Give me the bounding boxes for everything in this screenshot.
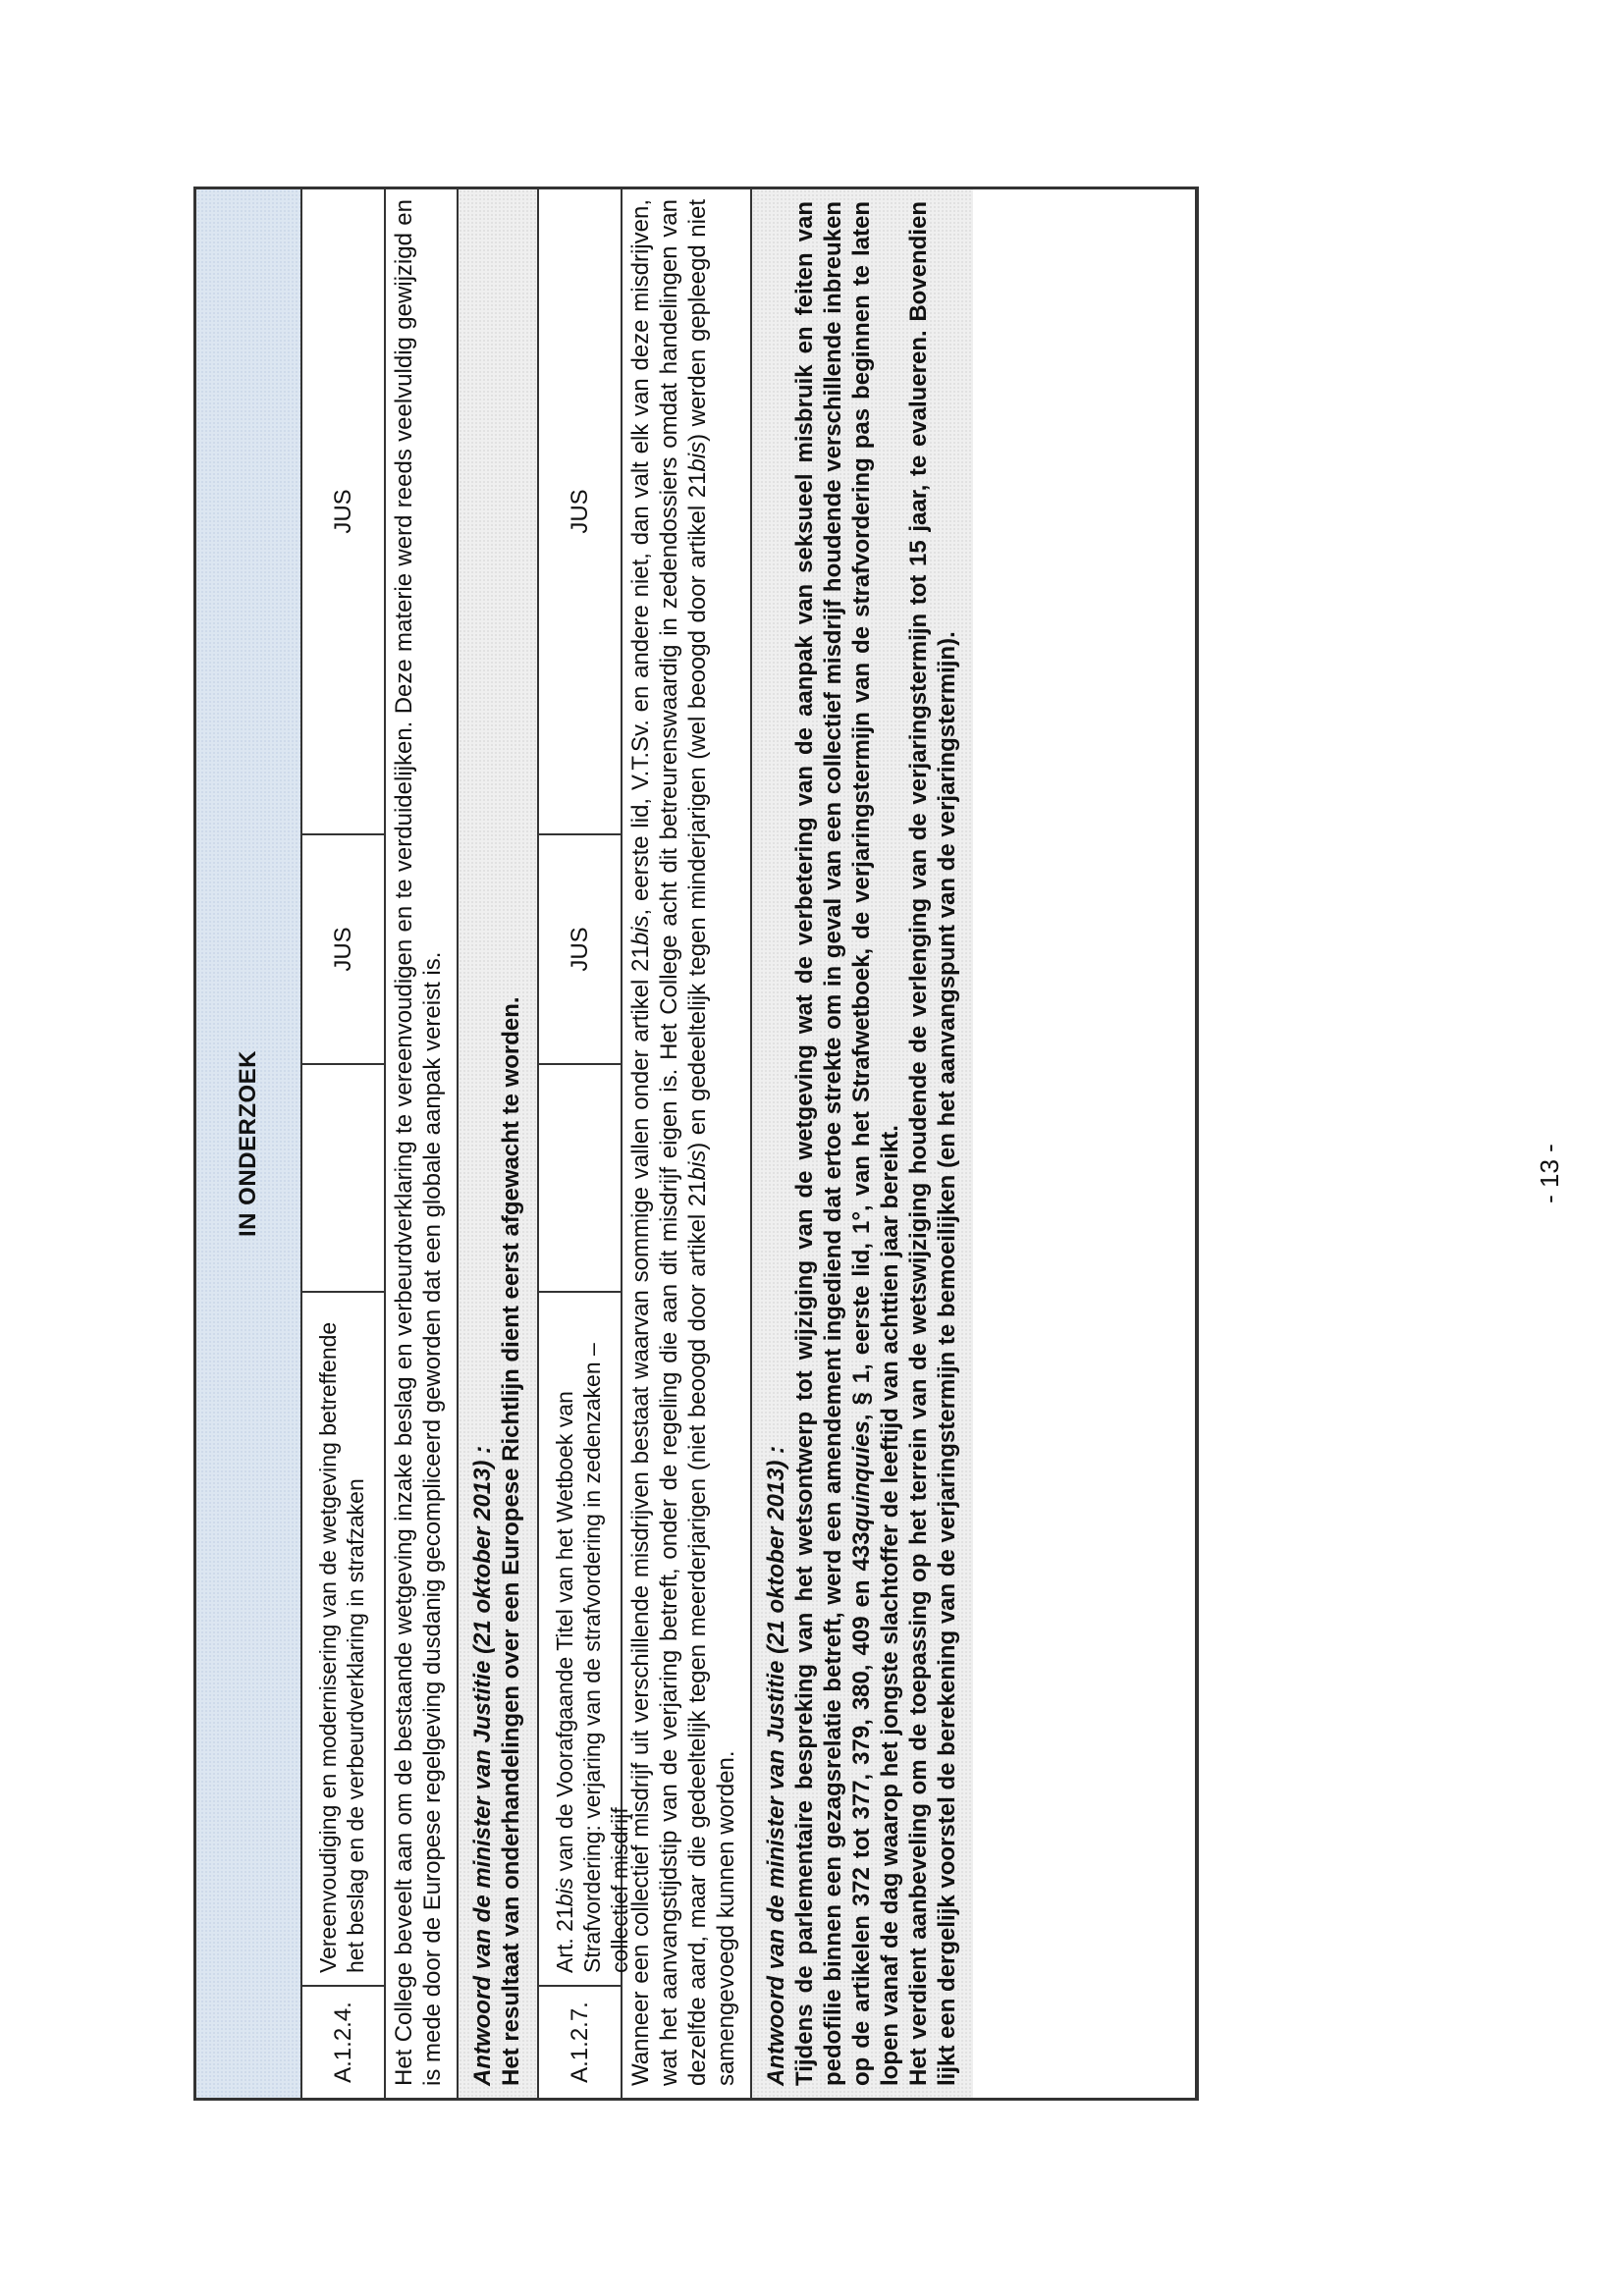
page-number: - 13 - [1534, 1144, 1564, 1203]
description-italic: bis [684, 1149, 711, 1181]
entry-subject [539, 1291, 632, 1985]
entry-ref: A.1.2.4. [302, 1985, 384, 2098]
entry-dept-2: JUS [566, 489, 593, 534]
entry-empty-cell [302, 1063, 384, 1291]
entry-ref: A.1.2.7. [539, 1985, 621, 2098]
entry-empty-cell [539, 1063, 621, 1291]
answer-title-suffix: : [469, 1445, 496, 1461]
answer-title-suffix: : [763, 1445, 789, 1461]
answer-title: Antwoord van de minister van Justitie (21 oktober 2013) [763, 1460, 789, 2086]
description-italic: bis [684, 441, 711, 472]
entry-row-a127 [539, 189, 632, 2098]
minister-answer [459, 189, 539, 2098]
answer-paragraph-2: Het verdient aanbeveling om de toepassing op het terrein van de wetswijziging houdende de verlenging van de verjaringstermijn tot 15 jaar, te evalueren. Bovendien lijkt een dergelijk voorstel de berekening van de verjaringstermijn te bemoeilijken (en het aanvangspunt van de verjaringstermijn). [905, 201, 960, 2086]
subject-italic: bis [552, 1877, 577, 1907]
answer-paragraph-1 [790, 201, 904, 2086]
entry-dept-1: JUS [539, 833, 621, 1063]
section-title: IN ONDERZOEK [235, 1050, 261, 1238]
entry-dept-1: JUS [302, 833, 384, 1063]
entry-subject: Vereenvoudiging en modernisering van de wetgeving betreffende het beslag en de verbeurdverklaring in strafzaken [302, 1291, 384, 1985]
section-header [196, 189, 302, 2098]
minister-answer [752, 189, 973, 2098]
answer-title: Antwoord van de minister van Justitie (21 oktober 2013) [469, 1460, 496, 2086]
subject-part: van de Voorafgaande Titel van het Wetboek van Strafvordering: verjaring van de strafvordering in zedenzaken – collectief misdrijf [552, 1343, 632, 1973]
subject-part: Art. 21 [552, 1906, 577, 1973]
description-part: Wanneer een collectief misdrijf uit verschillende misdrijven bestaat waarvan sommige vallen onder artikel 21 [627, 945, 654, 2086]
description-italic: bis [627, 915, 654, 946]
answer-text: Het resultaat van onderhandelingen over een Europese Richtlijn dient eerst afgewacht te worden. [498, 996, 524, 2086]
entry-row-a124 [302, 189, 386, 2098]
description-part: , eerste lid, V.T.Sv. en andere niet, dan valt elk van deze misdrijven, wat het aanvangstijdstip van de verjaring betreft, onder de regeling die aan dit misdrijf eigen is. Het College acht dit betreurenswaardig in zedendossiers omdat handelingen van dezelfde aard, maar die gedeeltelijk tegen meerderjarigen (niet beoogd door artikel 21 [627, 198, 711, 2086]
description-part: ) en gedeeltelijk tegen minderjarigen (wel beoogd door artikel 21 [684, 471, 711, 1150]
entry-description: Het College beveelt aan om de bestaande wetgeving inzake beslag en verbeurdverklaring te vereenvoudigen en te verduidelijken. Deze materie werd reeds veelvuldig gewijzigd en is mede door de Europese regelgeving dusdanig gecompliceerd geworden dat een globale aanpak vereist is. [386, 189, 459, 2098]
entry-description [623, 189, 752, 2098]
answer-part: , § 1, eerste lid, 1°, van het Strafwetboek, de verjaringstermijn van de strafvordering pas beginnen te laten lopen vanaf de dag waarop het jongste slachtoffer de leeftijd van achttien jaar bereikt. [848, 201, 903, 2086]
rotated-landscape-table [193, 187, 1199, 2101]
description-part: ) werden gepleegd niet samengevoegd kunnen worden. [684, 199, 739, 2086]
answer-italic: quinquies [848, 1420, 875, 1532]
entry-dept-2: JUS [329, 489, 356, 534]
answer-part: Tijdens de parlementaire bespreking van het wetsontwerp tot wijziging van de wetgeving wat de verbetering van de aanpak van seksueel misbruik en feiten van pedofilie binnen een gezagsrelatie betreft, werd een amendement ingediend dat ertoe strekte om in geval van een collectief misdrijf houdende verschillende inbreuken op de artikelen 372 tot 377, 379, 380, 409 en 433 [791, 201, 875, 2086]
